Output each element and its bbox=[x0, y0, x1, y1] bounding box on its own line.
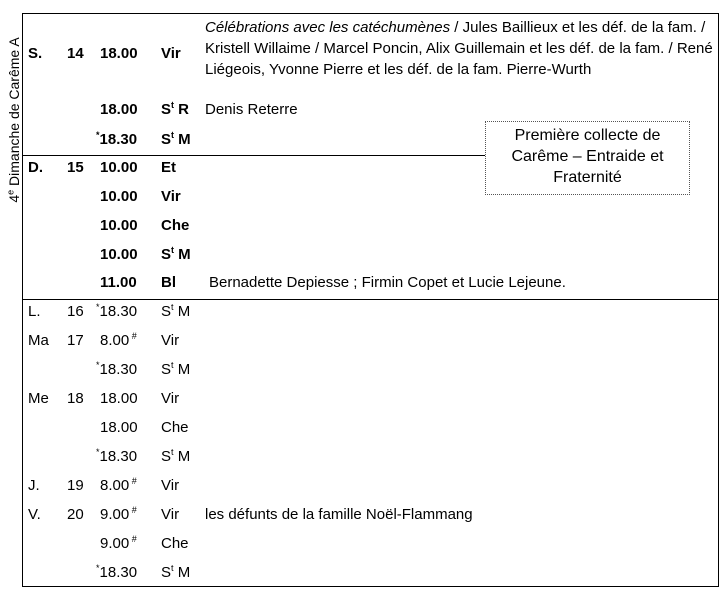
mass-time bbox=[100, 96, 138, 124]
mass-time-value: 10.00 bbox=[100, 246, 138, 263]
mass-time-value: 18.00 bbox=[100, 101, 138, 118]
mass-time bbox=[96, 443, 138, 471]
church-code-sup: t bbox=[171, 302, 174, 312]
star-marker: * bbox=[96, 302, 100, 312]
church-code-prefix: S bbox=[161, 101, 172, 118]
church-code bbox=[161, 443, 190, 471]
hash-marker: # bbox=[129, 534, 137, 544]
church-code-suffix: M bbox=[173, 303, 191, 320]
hash-marker: # bbox=[129, 505, 137, 515]
mass-time bbox=[96, 298, 138, 326]
church-code-suffix: M bbox=[173, 564, 191, 581]
mass-time bbox=[96, 126, 138, 154]
mass-time bbox=[96, 559, 138, 587]
week-title-text: Dimanche de Carême A bbox=[6, 37, 22, 190]
church-code: Et bbox=[161, 159, 176, 176]
collection-notice: Première collecte de Carême – Entraide et Fraternité bbox=[485, 121, 690, 195]
mass-time-value: 18.30 bbox=[99, 564, 138, 581]
day-label: Me bbox=[28, 390, 49, 407]
mass-time bbox=[96, 356, 138, 384]
star-marker: * bbox=[96, 360, 100, 370]
day-label: V. bbox=[28, 506, 41, 523]
mass-time bbox=[100, 530, 137, 558]
date-number: 17 bbox=[67, 332, 84, 349]
schedule-row bbox=[0, 212, 726, 240]
church-code: Vir bbox=[161, 332, 180, 349]
mass-time-value: 9.00 bbox=[100, 506, 130, 523]
mass-time-value: 18.30 bbox=[99, 131, 138, 148]
mass-time bbox=[100, 385, 138, 413]
day-label: L. bbox=[28, 303, 41, 320]
hash-marker: # bbox=[129, 476, 137, 486]
church-code: Che bbox=[161, 217, 190, 234]
church-code bbox=[161, 298, 190, 326]
mass-time-value: 10.00 bbox=[100, 188, 138, 205]
date-number: 19 bbox=[67, 477, 84, 494]
mass-time-value: 18.00 bbox=[100, 390, 138, 407]
mass-time-value: 8.00 bbox=[100, 477, 130, 494]
schedule-row bbox=[0, 327, 726, 355]
schedule-row bbox=[0, 298, 726, 326]
church-code-sup: t bbox=[171, 447, 174, 457]
church-code-sup: t bbox=[171, 100, 175, 110]
mass-time-value: 18.30 bbox=[99, 303, 138, 320]
week-title-sup: e bbox=[5, 189, 16, 195]
mass-time-value: 10.00 bbox=[100, 217, 138, 234]
schedule-row bbox=[0, 530, 726, 558]
mass-time-value: 11.00 bbox=[100, 274, 137, 291]
mass-time bbox=[100, 472, 137, 500]
church-code bbox=[161, 96, 189, 124]
mass-time bbox=[100, 269, 137, 297]
catechumens-label: Célébrations avec les catéchumènes bbox=[205, 19, 451, 36]
schedule-row bbox=[0, 126, 726, 154]
church-code-suffix: M bbox=[174, 246, 191, 263]
mass-time bbox=[100, 40, 138, 68]
schedule-row bbox=[0, 443, 726, 471]
star-marker: * bbox=[96, 130, 100, 140]
star-marker: * bbox=[96, 563, 100, 573]
schedule-row bbox=[0, 154, 726, 182]
church-code-sup: t bbox=[171, 130, 175, 140]
star-marker: * bbox=[96, 447, 100, 457]
church-code-prefix: S bbox=[161, 131, 172, 148]
hash-marker: # bbox=[129, 331, 137, 341]
mass-time bbox=[100, 241, 138, 269]
week-title-number: 4 bbox=[6, 194, 22, 203]
mass-time bbox=[100, 501, 137, 529]
schedule-row bbox=[0, 385, 726, 413]
church-code: Che bbox=[161, 419, 189, 436]
church-code-suffix: M bbox=[174, 131, 191, 148]
church-code-suffix: M bbox=[173, 448, 191, 465]
mass-time bbox=[100, 327, 137, 355]
schedule-row bbox=[0, 40, 726, 68]
schedule-row bbox=[0, 269, 726, 297]
schedule-row bbox=[0, 183, 726, 211]
church-code-prefix: S bbox=[161, 564, 172, 581]
date-number: 16 bbox=[67, 303, 84, 320]
mass-time-value: 9.00 bbox=[100, 535, 130, 552]
church-code-suffix: R bbox=[174, 101, 190, 118]
day-label: Ma bbox=[28, 332, 49, 349]
church-code bbox=[161, 559, 190, 587]
church-code-prefix: S bbox=[161, 448, 172, 465]
mass-time-value: 18.30 bbox=[99, 361, 138, 378]
mass-intention: Denis Reterre bbox=[205, 101, 298, 118]
church-code: Vir bbox=[161, 188, 181, 205]
church-code bbox=[161, 241, 191, 269]
mass-intention: les défunts de la famille Noël-Flammang bbox=[205, 506, 473, 523]
mass-time-value: 18.00 bbox=[100, 419, 138, 436]
day-label: D. bbox=[28, 159, 43, 176]
date-number: 14 bbox=[67, 45, 84, 62]
church-code: Bl bbox=[161, 274, 176, 291]
date-number: 20 bbox=[67, 506, 84, 523]
church-code-prefix: S bbox=[161, 246, 172, 263]
church-code: Vir bbox=[161, 477, 180, 494]
mass-intention: Bernadette Depiesse ; Firmin Copet et Lucie Lejeune. bbox=[209, 274, 566, 291]
schedule-row bbox=[0, 472, 726, 500]
mass-time bbox=[100, 414, 138, 442]
church-code: Vir bbox=[161, 390, 180, 407]
church-code bbox=[161, 126, 191, 154]
day-label: J. bbox=[28, 477, 40, 494]
church-code-sup: t bbox=[171, 360, 174, 370]
schedule-row bbox=[0, 241, 726, 269]
mass-time-value: 18.30 bbox=[99, 448, 138, 465]
church-code-prefix: S bbox=[161, 361, 172, 378]
church-code: Che bbox=[161, 535, 189, 552]
church-code: Vir bbox=[161, 506, 180, 523]
schedule-row bbox=[0, 501, 726, 529]
church-code-prefix: S bbox=[161, 303, 172, 320]
church-code-suffix: M bbox=[173, 361, 191, 378]
mass-time bbox=[100, 212, 138, 240]
mass-time-value: 10.00 bbox=[100, 159, 138, 176]
date-number: 18 bbox=[67, 390, 84, 407]
church-code-sup: t bbox=[171, 245, 175, 255]
schedule-row bbox=[0, 559, 726, 587]
saturday-intentions-text: / Jules Baillieux et les déf. de la fam. / Kristell Willaime / Marcel Poncin, Alix Guillemain et les déf. de la fam. / René Liégeois, Yvonne Pierre et les déf. de la fam. Pierre-Wurth bbox=[205, 19, 713, 78]
schedule-row bbox=[0, 414, 726, 442]
mass-time bbox=[100, 183, 138, 211]
church-code-sup: t bbox=[171, 563, 174, 573]
mass-time bbox=[100, 154, 138, 182]
schedule-row bbox=[0, 96, 726, 124]
day-label: S. bbox=[28, 45, 43, 62]
schedule-row bbox=[0, 356, 726, 384]
mass-time-value: 18.00 bbox=[100, 45, 138, 62]
church-code: Vir bbox=[161, 45, 181, 62]
mass-time-value: 8.00 bbox=[100, 332, 130, 349]
date-number: 15 bbox=[67, 159, 84, 176]
church-code bbox=[161, 356, 190, 384]
